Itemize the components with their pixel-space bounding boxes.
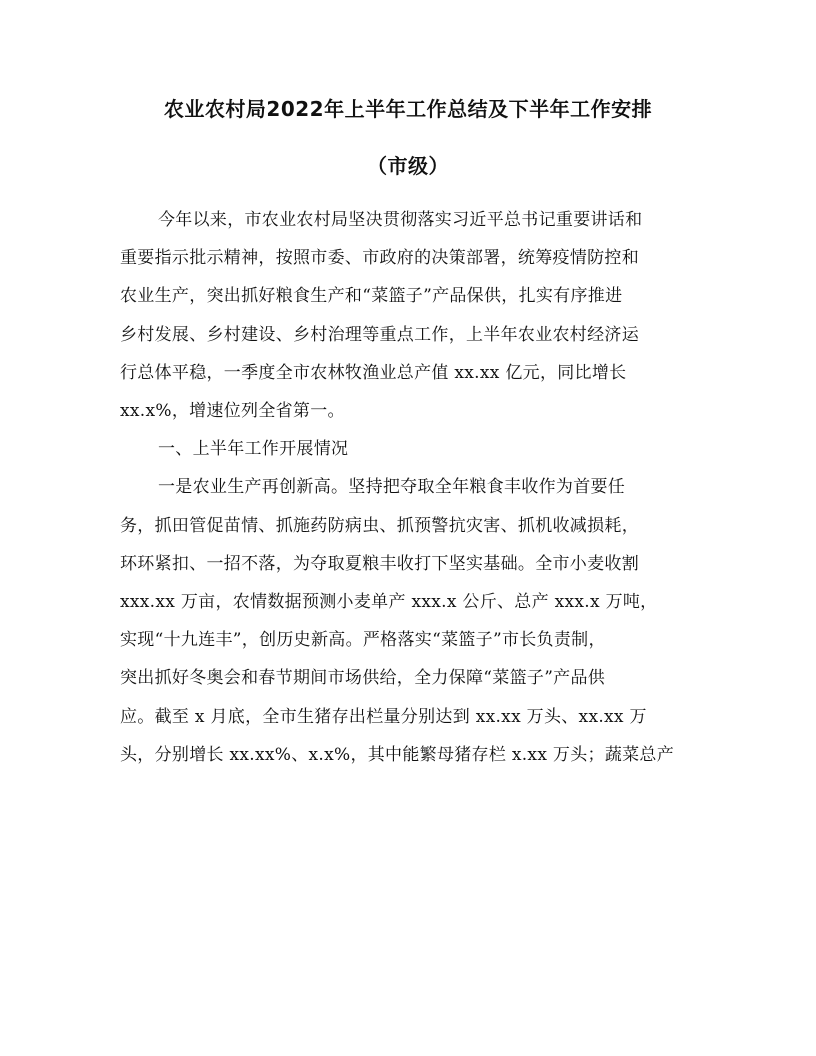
text-line: 一是农业生产再创新高。坚持把夺取全年粮食丰收作为首要任 bbox=[158, 477, 626, 498]
text-line: 乡村发展、乡村建设、乡村治理等重点工作，上半年农业农村经济运 bbox=[120, 324, 639, 345]
paragraph-agriculture bbox=[120, 468, 700, 774]
text-line: 重要指示批示精神，按照市委、市政府的决策部署，统筹疫情防控和 bbox=[120, 248, 639, 269]
text-line: 环环紧扣、一招不落，为夺取夏粮丰收打下坚实基础。全市小麦收割 bbox=[120, 553, 639, 574]
text-line: xxx.xx 万亩，农情数据预测小麦单产 xxx.x 公斤、总产 xxx.x 万吨， bbox=[120, 592, 658, 613]
document-title: 农业农村局2022年上半年工作总结及下半年工作安排 bbox=[163, 97, 653, 121]
text-line: 头，分别增长 xx.xx%、x.x%，其中能繁母猪存栏 x.xx 万头；蔬菜总产 bbox=[120, 744, 675, 765]
text-line: xx.x%，增速位列全省第一。 bbox=[120, 401, 345, 422]
paragraph-intro bbox=[120, 201, 700, 430]
document-subtitle: （市级） bbox=[367, 154, 449, 178]
document-body bbox=[120, 201, 700, 774]
text-line: 今年以来，市农业农村局坚决贯彻落实习近平总书记重要讲话和 bbox=[158, 210, 643, 230]
text-line: 行总体平稳，一季度全市农林牧渔业总产值 xx.xx 亿元，同比增长 bbox=[120, 362, 627, 383]
section-heading bbox=[120, 430, 700, 468]
text-line: 突出抓好冬奥会和春节期间市场供给，全力保障“菜篮子”产品供 bbox=[120, 668, 606, 689]
text-line: 农业生产，突出抓好粮食生产和“菜篮子”产品保供，扎实有序推进 bbox=[120, 286, 623, 307]
text-line: 一、上半年工作开展情况 bbox=[158, 439, 349, 460]
text-line: 应。截至 x 月底，全市生猪存出栏量分别达到 xx.xx 万头、xx.xx 万 bbox=[120, 706, 647, 727]
text-line: 实现“十九连丰”，创历史新高。严格落实“菜篮子”市长负责制， bbox=[120, 630, 606, 651]
text-line: 务，抓田管促苗情、抓施药防病虫、抓预警抗灾害、抓机收减损耗， bbox=[120, 515, 639, 536]
